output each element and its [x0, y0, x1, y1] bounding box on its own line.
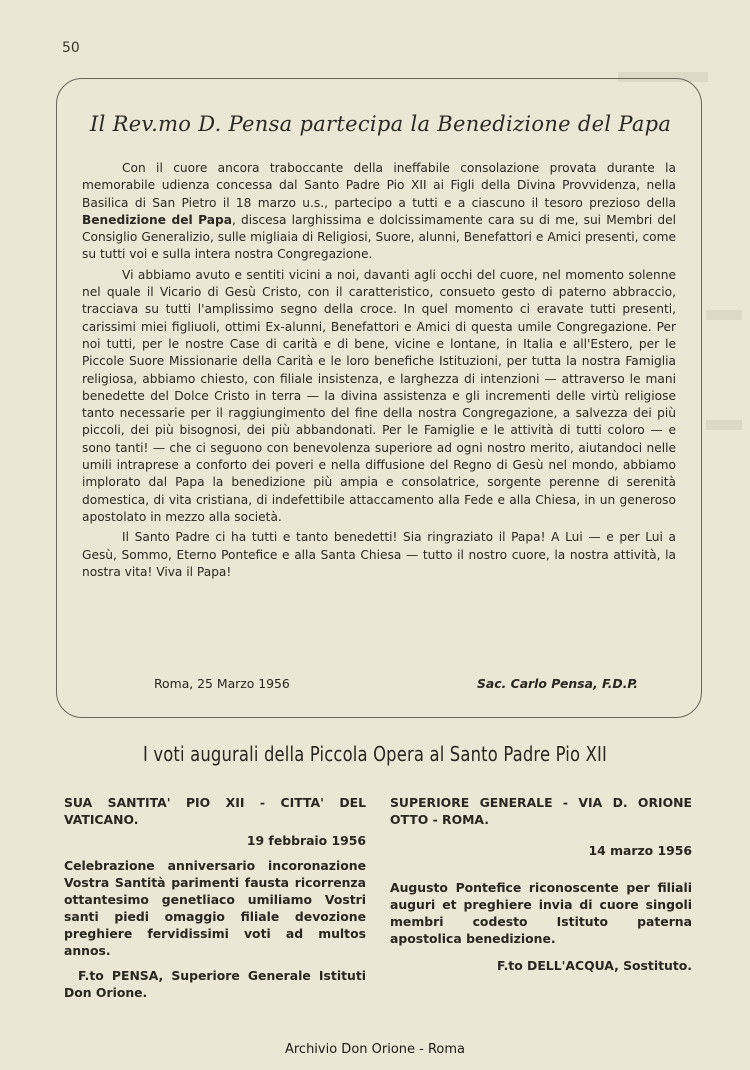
letter-paragraph-3: Il Santo Padre ci ha tutti e tanto benedetti! Sia ringraziato il Papa! A Lui — e per Lui a Gesù, Sommo, Eterno Pontefice e alla Santa Chiesa — tutto il nostro cuore, la nostra attività, la nostra vita! Viva il Papa! — [82, 530, 676, 579]
telegram-left-signature: F.to PENSA, Superiore Generale Istituti Don Orione. — [64, 968, 366, 1000]
letter-body — [82, 160, 676, 581]
telegram-right-body: Augusto Pontefice riconoscente per filiali auguri et preghiere invia di cuore singoli membri codesto Istituto paterna apostolica benedizione. — [390, 880, 692, 946]
show-through-smudge — [706, 310, 742, 320]
letter-signature: Sac. Carlo Pensa, F.D.P. — [476, 676, 638, 691]
telegram-right-signature: F.to DELL'ACQUA, Sostituto. — [496, 958, 692, 973]
archive-caption: Archivio Don Orione - Roma — [284, 1042, 466, 1057]
telegram-left-date: 19 febbraio 1956 — [246, 833, 366, 848]
telegram-left-body: Celebrazione anniversario incoronazione Vostra Santità parimenti fausta ricorrenza ottantesimo genetliaco umiliamo Vostri santi piedi omaggio filiale devozione preghiere fervidissimi voti ad multos annos. — [64, 858, 366, 958]
benedizione-emphasis: Benedizione del Papa — [82, 212, 232, 227]
letter-place-date: Roma, 25 Marzo 1956 — [154, 676, 290, 691]
letter-paragraph-1-part-a: Con il cuore ancora traboccante della ineffabile consolazione provata durante la memorabile udienza concessa dal Santo Padre Pio XII ai Figli della Divina Provvidenza, nella Basilica di San Pietro il 18 marzo u.s., partecipo a tutti e a ciascuno il tesoro prezioso della — [82, 161, 676, 210]
letter-paragraph-1-part-b: , discesa larghissima e dolcissimamente cara su di me, sui Membri del Consiglio Generalizio, sulle migliaia di Religiosi, Suore, alunni, Benefattori e Amici presenti, come su tutti voi e sulla intera nostra Congregazione. — [82, 212, 676, 262]
letter-paragraph-1 — [82, 160, 676, 264]
telegram-left-address: SUA SANTITA' PIO XII - CITTA' DEL VATICANO. — [64, 795, 366, 827]
telegram-right — [390, 794, 692, 974]
telegram-right-address: SUPERIORE GENERALE - VIA D. ORIONE OTTO - ROMA. — [390, 795, 692, 827]
show-through-smudge — [706, 420, 742, 430]
page-number: 50 — [62, 40, 80, 56]
telegram-right-date: 14 marzo 1956 — [588, 843, 692, 858]
telegram-left — [64, 794, 366, 1001]
telegrams-title: I voti augurali della Piccola Opera al Santo Padre Pio XII — [142, 742, 608, 766]
letter-paragraph-2: Vi abbiamo avuto e sentiti vicini a noi, davanti agli occhi del cuore, nel momento solenne nel quale il Vicario di Gesù Cristo, con il caratteristico, consueto gesto di paterno abbraccio, tracciava su tutti l'amplissimo segno della croce. In quel momento ci eravate tutti presenti, carissimi miei figliuoli, ottimi Ex-alunni, Benefattori e Amici di questa umile Congregazione. Per noi tutti, per le nostre Case di carità e di bene, vicine e lontane, in Italia e all'Estero, per le Piccole Suore Missionarie della Carità e le loro benefiche Istituzioni, per tutta la nostra Famiglia religiosa, abbiamo chiesto, con filiale insistenza, e larghezza di intenzioni — attraverso le mani benedette del Dolce Cristo in terra — la divina assistenza e gli incrementi delle virtù religiose tanto necessarie per il raggiungimento del fine della nostra Congregazione, a salvezza dei più piccoli, dei più bisognosi, dei più abbandonati. Per le Famiglie e le attività di tutti coloro — e sono tanti! — che ci seguono con benevolenza superiore ad ogni nostro merito, aiutandoci nelle umili intraprese a conforto dei poveri e nella diffusione del Regno di Gesù nel mondo, abbiamo implorato dal Papa la benedizione più ampia e consolatrice, sorgente perenne di serenità domestica, di vita cristiana, di indefettibile attaccamento alla Fede e alla Chiesa, in un generoso apostolato in mezzo alla società. — [82, 267, 676, 524]
letter-title: Il Rev.mo D. Pensa partecipa la Benedizione del Papa — [90, 112, 672, 136]
